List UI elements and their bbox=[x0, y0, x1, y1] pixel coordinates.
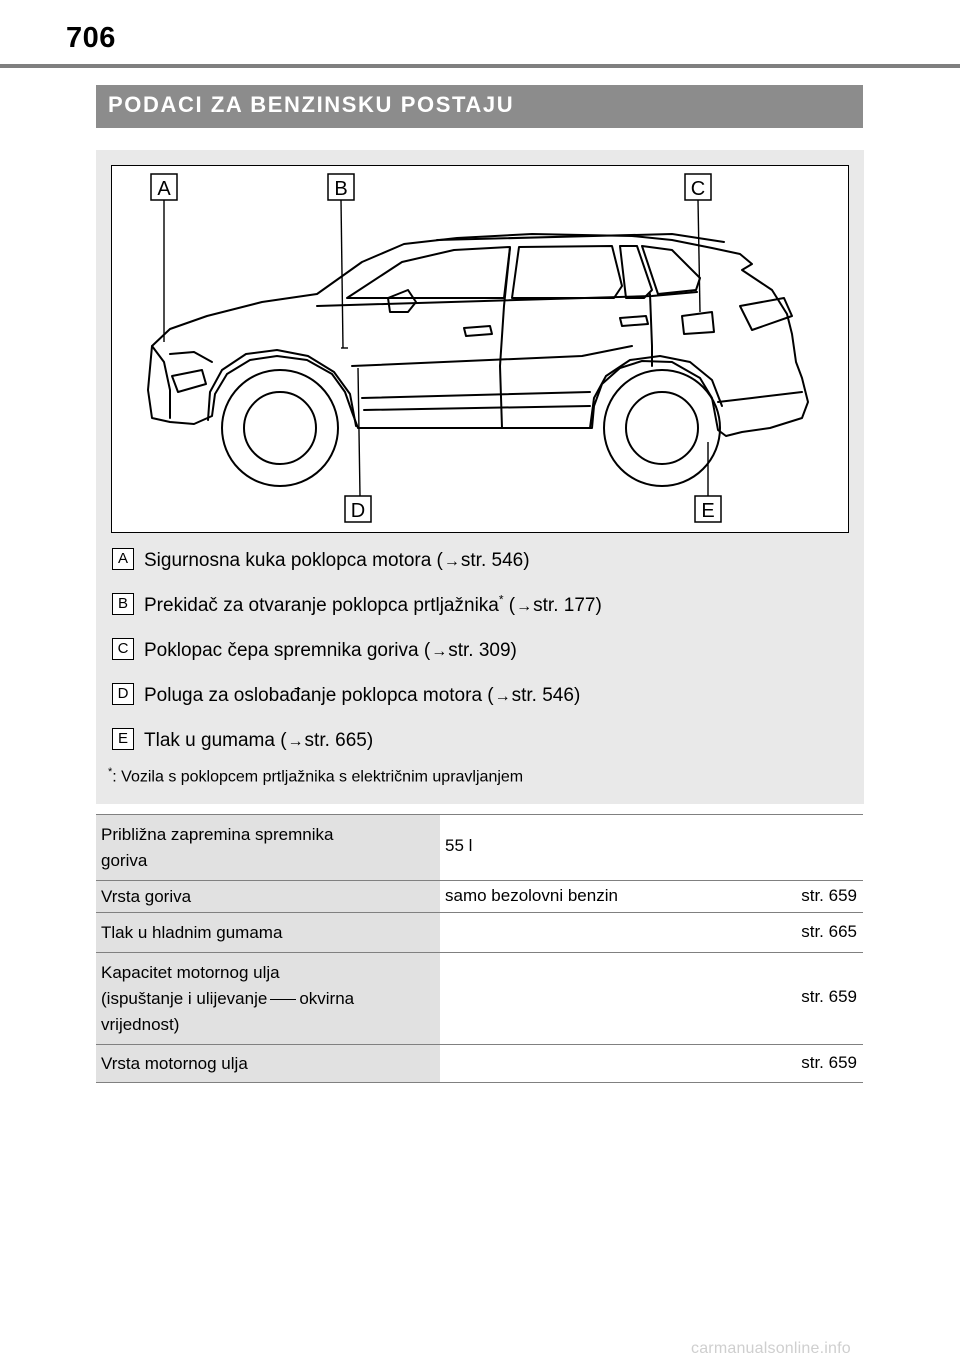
page-reference: str. 177) bbox=[533, 595, 602, 616]
row-label: Tlak u hladnim gumama bbox=[96, 913, 440, 953]
arrow-icon: → bbox=[516, 598, 533, 615]
callout-b: B bbox=[334, 178, 348, 200]
legend-badge: D bbox=[112, 683, 134, 705]
legend-text: Prekidač za otvaranje poklopca prtljažnika* (→str. 177) bbox=[144, 592, 602, 616]
watermark: carmanualsonline.info bbox=[691, 1340, 851, 1357]
legend-badge: E bbox=[112, 728, 134, 750]
arrow-icon: → bbox=[494, 688, 511, 705]
callout-e: E bbox=[701, 500, 715, 522]
legend-badge: A bbox=[112, 548, 134, 570]
callout-d: D bbox=[350, 500, 366, 522]
page-reference: str. 309) bbox=[448, 640, 517, 661]
row-value bbox=[440, 953, 863, 1045]
legend-text: Poluga za oslobađanje poklopca motora (→str. 546) bbox=[144, 685, 581, 706]
specifications-table bbox=[96, 814, 863, 1083]
legend-badge: B bbox=[112, 593, 134, 615]
legend-badge: C bbox=[112, 638, 134, 660]
footnote-marker: * bbox=[498, 592, 504, 607]
legend-text: Tlak u gumama (→str. 665) bbox=[144, 730, 374, 751]
legend-text: Poklopac čepa spremnika goriva (→str. 309) bbox=[144, 640, 517, 661]
table-row bbox=[96, 1045, 863, 1083]
table-row bbox=[96, 815, 863, 881]
section-banner bbox=[96, 85, 863, 128]
table-row bbox=[96, 913, 863, 953]
table-row bbox=[96, 953, 863, 1045]
vehicle-illustration bbox=[111, 165, 849, 533]
page-reference: str. 546) bbox=[460, 550, 530, 571]
suv-side-view-drawing bbox=[112, 166, 848, 532]
page-reference: str. 659 bbox=[801, 1053, 857, 1072]
footnote-marker: * bbox=[108, 766, 113, 778]
em-dash bbox=[270, 999, 296, 1000]
table-row bbox=[96, 881, 863, 913]
legend-text: Sigurnosna kuka poklopca motora (→str. 546) bbox=[144, 550, 530, 571]
page-reference: str. 665) bbox=[304, 730, 374, 751]
header-rule bbox=[0, 64, 960, 68]
row-label: Kapacitet motornog ulja (ispuštanje i ulijevanje okvirna vrijednost) bbox=[96, 953, 440, 1045]
row-label: Vrsta goriva bbox=[96, 881, 440, 913]
arrow-icon: → bbox=[287, 733, 304, 750]
page-reference: str. 659 bbox=[801, 987, 857, 1006]
page-number: 706 bbox=[66, 22, 116, 54]
arrow-icon: → bbox=[443, 553, 460, 570]
row-value bbox=[440, 1045, 863, 1083]
row-value: 55 l bbox=[440, 815, 863, 881]
page-reference: str. 546) bbox=[511, 685, 581, 706]
row-label: Vrsta motornog ulja bbox=[96, 1045, 440, 1083]
page-reference: str. 665 bbox=[801, 922, 857, 941]
figure-panel bbox=[96, 150, 864, 804]
row-label: Približna zapremina spremnika goriva bbox=[96, 815, 440, 881]
callout-c: C bbox=[690, 178, 706, 200]
footnote: *: Vozila s poklopcem prtljažnika s električnim upravljanjem bbox=[108, 766, 524, 786]
callout-a: A bbox=[157, 178, 171, 200]
arrow-icon: → bbox=[431, 643, 448, 660]
page-reference: str. 659 bbox=[801, 886, 857, 905]
row-value: samo bezolovni benzin str. 659 bbox=[440, 881, 863, 913]
row-value bbox=[440, 913, 863, 953]
section-title: PODACI ZA BENZINSKU POSTAJU bbox=[108, 92, 515, 117]
